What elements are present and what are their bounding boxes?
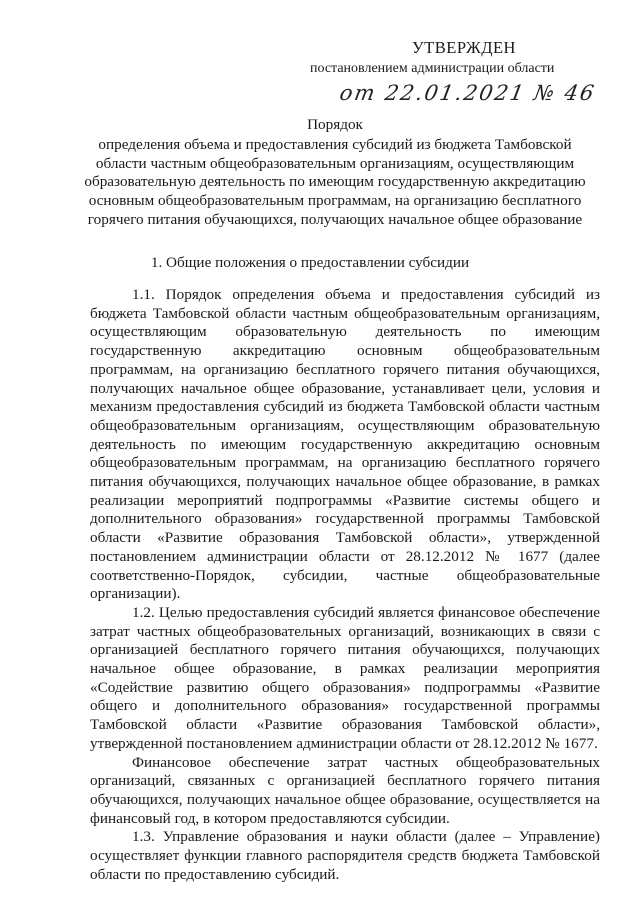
paragraph-financing: Финансовое обеспечение затрат частных общеобразовательных организаций, связанных с организацией бесплатного горячего питания обучающихся, получающих начальное общее образование, осуществляется на финансовый год, в котором предоставляются субсидии.: [90, 753, 600, 827]
approval-title: УТВЕРЖДЕН: [412, 38, 516, 57]
paragraph-1-1: 1.1. Порядок определения объема и предоставления субсидий из бюджета Тамбовской области частным общеобразовательным организациям, осуществляющим образовательную деятельность по имеющим государственную аккредитацию основным общеобразовательным программам, на организацию бесплатного горячего питания обучающихся, получающих начальное общее образование, устанавливает цели, условия и механизм предоставления субсидий из бюджета Тамбовской области частным общеобразовательным организациям, осуществляющим образовательную деятельность по имеющим государственную аккредитацию основным общеобразовательным программам, на организацию бесплатного горячего питания обучающихся, получающих начальное общее образование, в рамках реализации мероприятий подпрограммы «Развитие системы общего и дополнительного образования» государственной программы Тамбовской области «Развитие образования Тамбовской области», утвержденной постановлением администрации области от 28.12.2012 № 1677 (далее соответственно-Порядок, субсидии, частные общеобразовательные организации).: [90, 286, 600, 603]
handwritten-date-number: от 22.01.2021 № 46: [337, 81, 598, 105]
document-subtitle: определения объема и предоставления субсидий из бюджета Тамбовской области частным общеобразовательным организациям, осуществляющим образовательную деятельность по имеющим государственную аккредитацию основным общеобразовательным программам, на организацию бесплатного горячего питания обучающихся, получающих начальное общее образование: [84, 135, 586, 228]
approval-line: постановлением администрации области: [310, 61, 555, 76]
document-heading: Порядок: [307, 116, 363, 133]
document-title: [70, 116, 600, 230]
document-body: [90, 286, 600, 885]
paragraph-1-3: 1.3. Управление образования и науки области (далее – Управление) осуществляет функции главного распорядителя средств бюджета Тамбовской области по предоставлению субсидий.: [90, 828, 600, 883]
approval-stamp: [300, 38, 600, 106]
paragraph-1-2: 1.2. Целью предоставления субсидий является финансовое обеспечение затрат частных общеобразовательных организаций, возникающих в связи с организацией бесплатного горячего питания обучающихся, получающих начальное общее образование, в рамках реализации мероприятия «Содействие развитию общего образования» подпрограммы «Развитие общего и дополнительного образования» государственной программы Тамбовской области «Развитие образования Тамбовской области», утвержденной постановлением администрации области от 28.12.2012 № 1677.: [90, 603, 600, 752]
section-heading: 1. Общие положения о предоставлении субсидии: [150, 254, 470, 271]
